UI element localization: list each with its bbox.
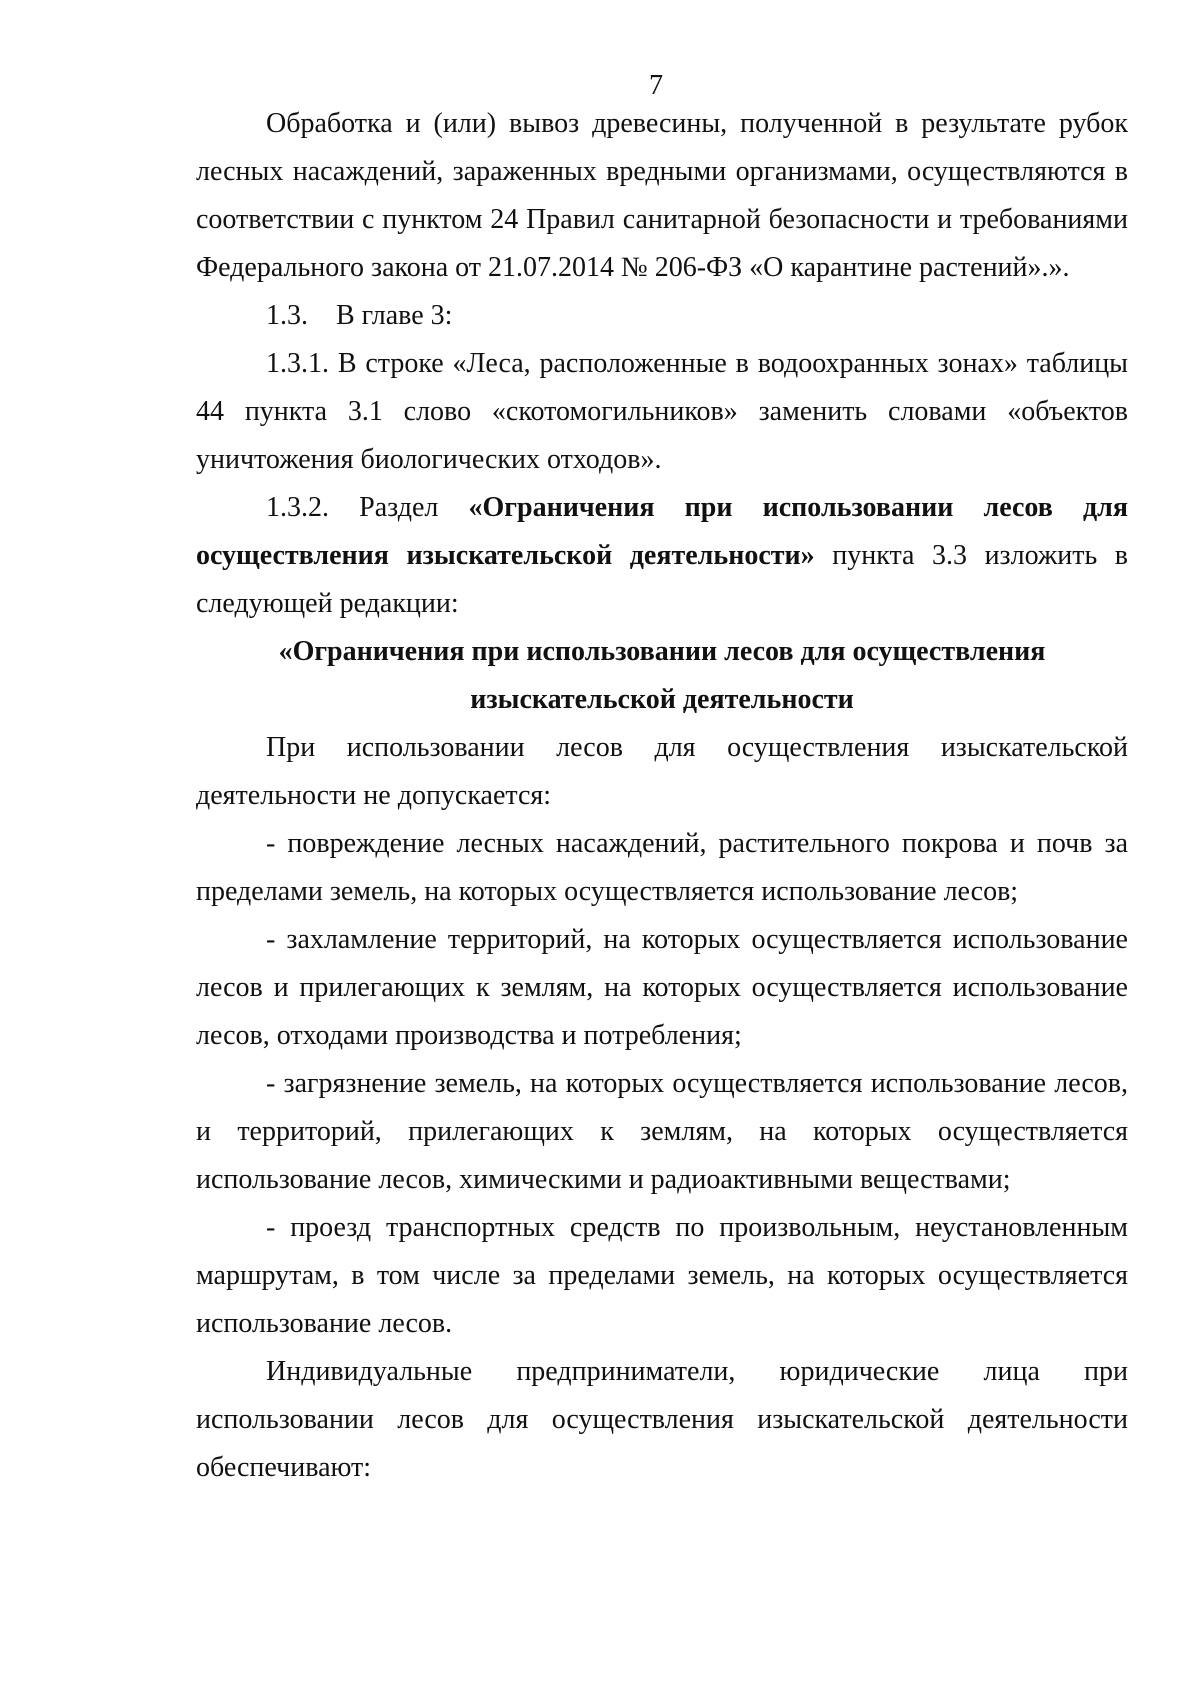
paragraph-1-3-1 <box>196 340 1128 484</box>
list-item-damage: - повреждение лесных насаждений, растительного покрова и почв за пределами земель, на которых осуществляется использование лесов; <box>196 828 1128 907</box>
list-item-pollution: - загрязнение земель, на которых осуществляется использование лесов, и территорий, прилегающих к землям, на которых осуществляется использование лесов, химическими и радиоактивными веществами; <box>196 1068 1128 1195</box>
clause-text: В строке «Леса, расположенные в водоохранных зонах» таблицы 44 пункта 3.1 слово «скотомогильников» заменить словами «объектов уничтожения биологических отходов». <box>196 348 1128 475</box>
paragraph-processing-wood: Обработка и (или) вывоз древесины, полученной в результате рубок лесных насаждений, зараженных вредными организмами, осуществляются в соответствии с пунктом 24 Правил санитарной безопасности и требованиями Федерального закона от 21.07.2014 № 206-ФЗ «О карантине растений».». <box>196 108 1128 283</box>
clause-number: 1.3. <box>266 300 308 331</box>
paragraph-1-3 <box>196 292 1128 340</box>
list-item-vehicles: - проезд транспортных средств по произвольным, неустановленным маршрутам, в том числе за пределами земель, на которых осуществляется использование лесов. <box>196 1212 1128 1339</box>
section-heading <box>196 628 1128 724</box>
page-number: 7 <box>649 70 663 101</box>
clause-number: 1.3.2. <box>266 492 329 523</box>
section-heading-line-1: «Ограничения при использовании лесов для осуществления <box>278 636 1046 667</box>
section-title-bold: «Ограничения при использовании лесов для осуществления изыскательской деятельности» <box>196 492 1129 571</box>
section-heading-line-2: изыскательской деятельности <box>470 684 854 715</box>
document-page <box>196 62 1128 1492</box>
clause-number: 1.3.1. <box>266 348 329 379</box>
list-item-littering: - захламление территорий, на которых осуществляется использование лесов и прилегающих к землям, на которых осуществляется использование лесов, отходами производства и потребления; <box>196 924 1128 1051</box>
clause-text-pre: Раздел <box>359 492 439 523</box>
clause-text-post: пункта 3.3 изложить в следующей редакции: <box>196 540 1129 619</box>
paragraph-1-3-2 <box>196 484 1128 628</box>
paragraph-entrepreneurs: Индивидуальные предприниматели, юридические лица при использовании лесов для осуществления изыскательской деятельности обеспечивают: <box>196 1356 1128 1483</box>
clause-text: В главе 3: <box>336 300 453 331</box>
paragraph-not-allowed: При использовании лесов для осуществления изыскательской деятельности не допускается: <box>196 732 1128 811</box>
